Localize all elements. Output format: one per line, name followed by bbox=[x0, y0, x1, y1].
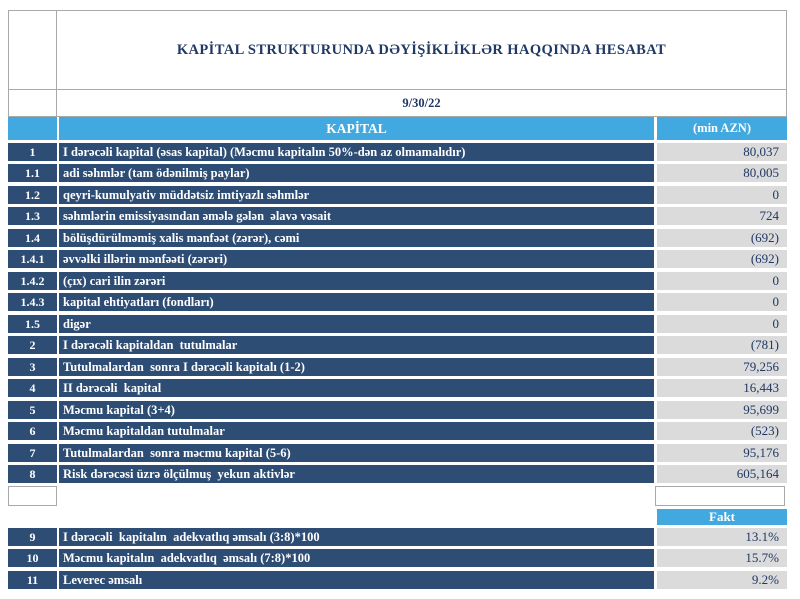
row-number: 1.4.2 bbox=[8, 272, 57, 290]
row-label: I dərəcəli kapitalın adekvatlıq əmsalı (3:8)*100 bbox=[59, 528, 654, 546]
row-label: Tutulmalardan sonra məcmu kapital (5-6) bbox=[59, 444, 654, 462]
date-row-corner-cell bbox=[8, 90, 57, 117]
row-number: 1.1 bbox=[8, 164, 57, 182]
table-row bbox=[8, 379, 787, 397]
row-number: 1.5 bbox=[8, 315, 57, 333]
row-label: (çıx) cari ilin zərəri bbox=[59, 272, 654, 290]
row-number: 10 bbox=[8, 549, 57, 567]
column-header-row bbox=[8, 117, 787, 140]
row-number: 3 bbox=[8, 358, 57, 376]
row-number: 9 bbox=[8, 528, 57, 546]
title-row bbox=[8, 10, 787, 90]
fakt-spacer bbox=[8, 509, 657, 525]
row-number: 5 bbox=[8, 401, 57, 419]
row-label: əvvəlki illərin mənfəəti (zərəri) bbox=[59, 250, 654, 268]
table-row bbox=[8, 164, 787, 182]
row-value: 9.2% bbox=[657, 571, 787, 589]
page-title: KAPİTAL STRUKTURUNDA DƏYİŞİKLİKLƏR HAQQINDA HESABAT bbox=[57, 10, 787, 90]
row-value: 605,164 bbox=[657, 465, 787, 483]
table-row bbox=[8, 528, 787, 546]
table-row bbox=[8, 229, 787, 247]
table-row bbox=[8, 444, 787, 462]
report-date: 9/30/22 bbox=[57, 90, 787, 117]
row-value: (692) bbox=[657, 250, 787, 268]
table-row bbox=[8, 549, 787, 567]
spacer-value-cell bbox=[655, 486, 785, 506]
fakt-header: Fakt bbox=[657, 509, 787, 525]
column-header-unit: (min AZN) bbox=[657, 117, 787, 140]
row-value: 16,443 bbox=[657, 379, 787, 397]
row-value: 13.1% bbox=[657, 528, 787, 546]
table-row bbox=[8, 207, 787, 225]
row-number: 1.4.3 bbox=[8, 293, 57, 311]
table-row bbox=[8, 293, 787, 311]
row-label: Məcmu kapitaldan tutulmalar bbox=[59, 422, 654, 440]
row-value: 0 bbox=[657, 186, 787, 204]
row-number: 1 bbox=[8, 143, 57, 161]
row-number: 8 bbox=[8, 465, 57, 483]
date-row bbox=[8, 90, 787, 117]
table-row bbox=[8, 401, 787, 419]
table-row bbox=[8, 272, 787, 290]
row-number: 1.2 bbox=[8, 186, 57, 204]
spacer-row bbox=[8, 486, 787, 506]
row-number: 1.3 bbox=[8, 207, 57, 225]
column-header-kapital: KAPİTAL bbox=[59, 117, 654, 140]
row-value: (781) bbox=[657, 336, 787, 354]
row-value: 95,176 bbox=[657, 444, 787, 462]
row-number: 4 bbox=[8, 379, 57, 397]
row-label: adi səhmlər (tam ödənilmiş paylar) bbox=[59, 164, 654, 182]
row-label: Leverec əmsalı bbox=[59, 571, 654, 589]
row-number: 7 bbox=[8, 444, 57, 462]
table-row bbox=[8, 422, 787, 440]
row-value: 0 bbox=[657, 315, 787, 333]
row-number: 6 bbox=[8, 422, 57, 440]
table-row bbox=[8, 250, 787, 268]
row-value: 0 bbox=[657, 293, 787, 311]
fakt-header-row bbox=[8, 509, 787, 525]
spacer-number-cell bbox=[8, 486, 57, 506]
row-label: səhmlərin emissiyasından əmələ gələn əlavə vəsait bbox=[59, 207, 654, 225]
row-value: 80,037 bbox=[657, 143, 787, 161]
row-value: 0 bbox=[657, 272, 787, 290]
column-header-number bbox=[8, 117, 57, 140]
report-table bbox=[8, 10, 787, 592]
row-label: Məcmu kapitalın adekvatlıq əmsalı (7:8)*100 bbox=[59, 549, 654, 567]
row-value: 15.7% bbox=[657, 549, 787, 567]
row-number: 1.4.1 bbox=[8, 250, 57, 268]
spacer-middle bbox=[57, 486, 655, 506]
row-label: I dərəcəli kapitaldan tutulmalar bbox=[59, 336, 654, 354]
row-value: (692) bbox=[657, 229, 787, 247]
title-row-corner-cell bbox=[8, 10, 57, 90]
table-row bbox=[8, 571, 787, 589]
table-row bbox=[8, 315, 787, 333]
row-value: 95,699 bbox=[657, 401, 787, 419]
table-row bbox=[8, 336, 787, 354]
row-label: qeyri-kumulyativ müddətsiz imtiyazlı səhmlər bbox=[59, 186, 654, 204]
row-label: Risk dərəcəsi üzrə ölçülmuş yekun aktivlər bbox=[59, 465, 654, 483]
row-number: 1.4 bbox=[8, 229, 57, 247]
row-label: bölüşdürülməmiş xalis mənfəət (zərər), cəmi bbox=[59, 229, 654, 247]
row-label: I dərəcəli kapital (əsas kapital) (Məcmu kapitalın 50%-dən az olmamalıdır) bbox=[59, 143, 654, 161]
row-label: Məcmu kapital (3+4) bbox=[59, 401, 654, 419]
table-row bbox=[8, 465, 787, 483]
row-number: 2 bbox=[8, 336, 57, 354]
row-label: digər bbox=[59, 315, 654, 333]
row-value: 80,005 bbox=[657, 164, 787, 182]
row-label: II dərəcəli kapital bbox=[59, 379, 654, 397]
table-row bbox=[8, 358, 787, 376]
row-value: 79,256 bbox=[657, 358, 787, 376]
row-label: Tutulmalardan sonra I dərəcəli kapitalı (1-2) bbox=[59, 358, 654, 376]
table-row bbox=[8, 143, 787, 161]
table-row bbox=[8, 186, 787, 204]
row-value: 724 bbox=[657, 207, 787, 225]
row-value: (523) bbox=[657, 422, 787, 440]
row-label: kapital ehtiyatları (fondları) bbox=[59, 293, 654, 311]
row-number: 11 bbox=[8, 571, 57, 589]
